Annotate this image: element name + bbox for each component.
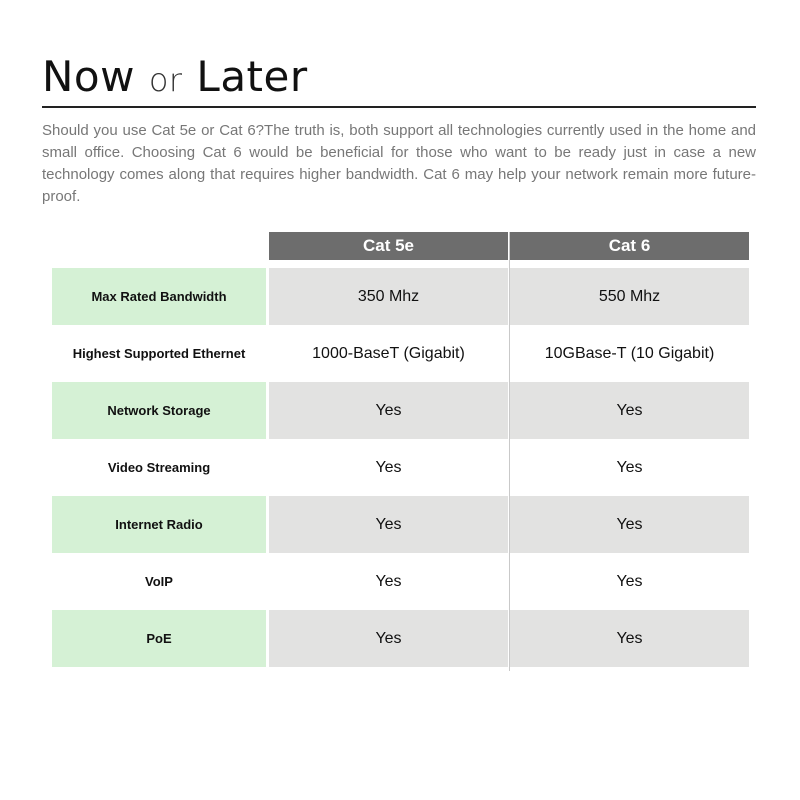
cell-cat5e: Yes [269, 496, 508, 553]
table-row [52, 325, 749, 382]
cell-cat5e: Yes [375, 458, 402, 476]
row-label: Internet Radio [52, 496, 266, 553]
row-label: Max Rated Bandwidth [52, 268, 266, 325]
cell-cat6: Yes [616, 458, 643, 476]
row-label: Network Storage [52, 382, 266, 439]
cell-cat5e: 1000-BaseT (Gigabit) [312, 344, 465, 362]
table-row [52, 268, 749, 325]
header-cat6: Cat 6 [510, 232, 749, 260]
title-or: or [148, 61, 183, 99]
table-row [52, 610, 749, 667]
title-now: Now [42, 52, 135, 101]
row-label: Video Streaming [107, 460, 211, 475]
table-row [52, 382, 749, 439]
header-cat5e: Cat 5e [269, 232, 508, 260]
row-label: PoE [52, 610, 266, 667]
title-later: Later [196, 52, 308, 101]
cell-cat5e: 350 Mhz [269, 268, 508, 325]
table-row [52, 553, 749, 610]
cell-cat6: 10GBase-T (10 Gigabit) [544, 344, 715, 362]
page-title [42, 52, 308, 101]
cell-cat6: Yes [510, 382, 749, 439]
cell-cat6: Yes [616, 572, 643, 590]
row-label: VoIP [145, 574, 173, 589]
title-rule [42, 106, 756, 108]
cell-cat5e: Yes [269, 382, 508, 439]
intro-paragraph: Should you use Cat 5e or Cat 6?The truth is, both support all technologies currently used in the home and small office. Choosing Cat 6 would be beneficial for those who want to be ready just in case a new technology comes along that requires higher bandwidth. Cat 6 may help your network remain more future-proof. [42, 122, 756, 205]
cell-cat6: 550 Mhz [510, 268, 749, 325]
cell-cat5e: Yes [269, 610, 508, 667]
cell-cat5e: Yes [375, 572, 402, 590]
table-row [52, 439, 749, 496]
row-label: Highest Supported Ethernet [72, 346, 246, 361]
table-row [52, 496, 749, 553]
cell-cat6: Yes [510, 496, 749, 553]
cell-cat6: Yes [510, 610, 749, 667]
column-divider [509, 232, 510, 671]
